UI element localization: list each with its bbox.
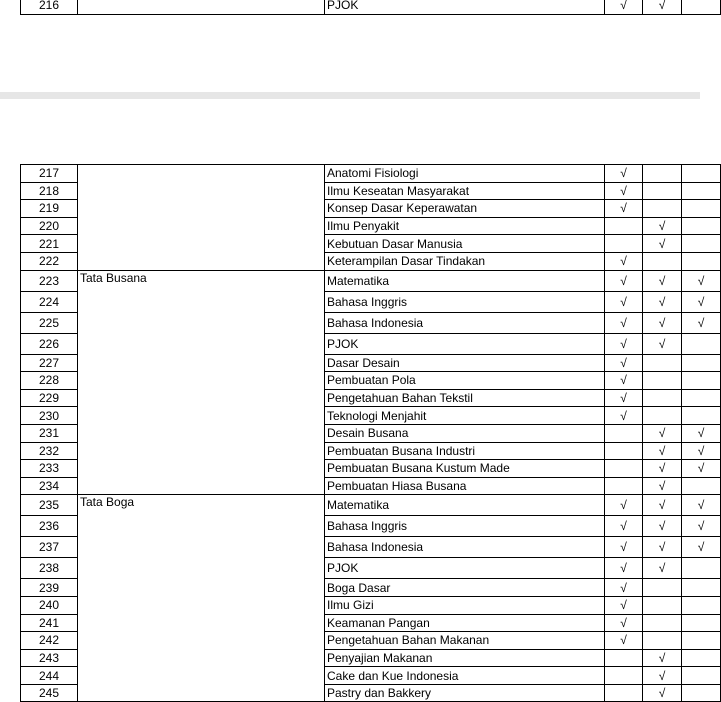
table-row bbox=[21, 495, 721, 516]
row-number: 244 bbox=[21, 667, 78, 685]
subject-name: Matematika bbox=[325, 270, 605, 291]
check-col-1 bbox=[605, 649, 643, 667]
check-col-1: √ bbox=[605, 333, 643, 354]
subject-name: Keterampilan Dasar Tindakan bbox=[325, 252, 605, 270]
subject-name: Ilmu Penyakit bbox=[325, 217, 605, 235]
subject-name: Bahasa Inggris bbox=[325, 516, 605, 537]
check-col-3 bbox=[682, 165, 721, 183]
check-col-3 bbox=[682, 252, 721, 270]
check-col-3 bbox=[682, 200, 721, 218]
check-col-3: √ bbox=[682, 537, 721, 558]
check-col-1: √ bbox=[605, 312, 643, 333]
row-number: 235 bbox=[21, 495, 78, 516]
check-col-1: √ bbox=[605, 354, 643, 372]
check-col-1: √ bbox=[605, 182, 643, 200]
row-number: 245 bbox=[21, 684, 78, 702]
row-number: 236 bbox=[21, 516, 78, 537]
subject-name: Pembuatan Hiasa Busana bbox=[325, 477, 605, 495]
check-col-2 bbox=[643, 200, 682, 218]
row-number: 222 bbox=[21, 252, 78, 270]
check-col-2: √ bbox=[643, 495, 682, 516]
check-col-2 bbox=[643, 165, 682, 183]
curriculum-table bbox=[20, 164, 721, 702]
check-col-1: √ bbox=[605, 200, 643, 218]
row-number: 240 bbox=[21, 596, 78, 614]
check-col-2: √ bbox=[643, 516, 682, 537]
subject-name: Pembuatan Busana Kustum Made bbox=[325, 460, 605, 478]
check-col-2 bbox=[643, 632, 682, 650]
check-col-3 bbox=[682, 182, 721, 200]
check-col-1: √ bbox=[605, 579, 643, 597]
subject-name: Teknologi Menjahit bbox=[325, 407, 605, 425]
row-number: 220 bbox=[21, 217, 78, 235]
row-number: 221 bbox=[21, 235, 78, 253]
check-col-2: √ bbox=[643, 270, 682, 291]
row-number: 238 bbox=[21, 558, 78, 579]
check-col-1: √ bbox=[605, 389, 643, 407]
row-number: 242 bbox=[21, 632, 78, 650]
row-number: 225 bbox=[21, 312, 78, 333]
check-col-1: √ bbox=[605, 516, 643, 537]
subject-name: Pembuatan Busana Industri bbox=[325, 442, 605, 460]
subject-name: Ilmu Keseatan Masyarakat bbox=[325, 182, 605, 200]
row-number: 229 bbox=[21, 389, 78, 407]
check-col-2 bbox=[643, 596, 682, 614]
check-col-1: √ bbox=[605, 558, 643, 579]
check-col-1: √ bbox=[605, 0, 643, 14]
check-col-3 bbox=[682, 649, 721, 667]
subject-name: Ilmu Gizi bbox=[325, 596, 605, 614]
row-number: 228 bbox=[21, 372, 78, 390]
program-name: Tata Busana bbox=[78, 270, 325, 495]
check-col-3 bbox=[682, 684, 721, 702]
check-col-3 bbox=[682, 235, 721, 253]
check-col-3 bbox=[682, 596, 721, 614]
row-number: 223 bbox=[21, 270, 78, 291]
check-col-3 bbox=[682, 632, 721, 650]
row-number: 227 bbox=[21, 354, 78, 372]
check-col-2: √ bbox=[643, 0, 682, 14]
check-col-1: √ bbox=[605, 291, 643, 312]
row-number: 234 bbox=[21, 477, 78, 495]
subject-name: Konsep Dasar Keperawatan bbox=[325, 200, 605, 218]
check-col-2: √ bbox=[643, 217, 682, 235]
subject-name: Pastry dan Bakkery bbox=[325, 684, 605, 702]
subject-name: Penyajian Makanan bbox=[325, 649, 605, 667]
subject-name: Matematika bbox=[325, 495, 605, 516]
check-col-3: √ bbox=[682, 270, 721, 291]
check-col-2 bbox=[643, 579, 682, 597]
check-col-3: √ bbox=[682, 495, 721, 516]
subject-name: Bahasa Inggris bbox=[325, 291, 605, 312]
check-col-3 bbox=[682, 667, 721, 685]
table-row bbox=[21, 165, 721, 183]
row-number: 224 bbox=[21, 291, 78, 312]
subject-name: PJOK bbox=[325, 0, 605, 14]
check-col-2 bbox=[643, 354, 682, 372]
check-col-2: √ bbox=[643, 442, 682, 460]
row-number: 241 bbox=[21, 614, 78, 632]
check-col-2: √ bbox=[643, 291, 682, 312]
check-col-1 bbox=[605, 667, 643, 685]
row-number: 216 bbox=[21, 0, 78, 14]
check-col-1: √ bbox=[605, 270, 643, 291]
row-number: 239 bbox=[21, 579, 78, 597]
table-row bbox=[21, 0, 721, 14]
check-col-1: √ bbox=[605, 632, 643, 650]
curriculum-table-top bbox=[20, 0, 721, 15]
check-col-2: √ bbox=[643, 312, 682, 333]
table-row bbox=[21, 270, 721, 291]
subject-name: Bahasa Indonesia bbox=[325, 312, 605, 333]
row-number: 226 bbox=[21, 333, 78, 354]
row-number: 230 bbox=[21, 407, 78, 425]
check-col-1: √ bbox=[605, 614, 643, 632]
program-name: Tata Boga bbox=[78, 495, 325, 702]
check-col-1: √ bbox=[605, 596, 643, 614]
check-col-2: √ bbox=[643, 667, 682, 685]
check-col-3: √ bbox=[682, 516, 721, 537]
check-col-1 bbox=[605, 442, 643, 460]
check-col-2: √ bbox=[643, 424, 682, 442]
check-col-3: √ bbox=[682, 460, 721, 478]
program-name bbox=[78, 0, 325, 14]
check-col-2 bbox=[643, 372, 682, 390]
check-col-2: √ bbox=[643, 235, 682, 253]
check-col-1 bbox=[605, 460, 643, 478]
subject-name: PJOK bbox=[325, 558, 605, 579]
check-col-1: √ bbox=[605, 407, 643, 425]
subject-name: Pengetahuan Bahan Tekstil bbox=[325, 389, 605, 407]
subject-name: Anatomi Fisiologi bbox=[325, 165, 605, 183]
check-col-3: √ bbox=[682, 291, 721, 312]
check-col-2 bbox=[643, 182, 682, 200]
check-col-2: √ bbox=[643, 537, 682, 558]
subject-name: Kebutuan Dasar Manusia bbox=[325, 235, 605, 253]
check-col-2: √ bbox=[643, 460, 682, 478]
check-col-1 bbox=[605, 477, 643, 495]
check-col-2: √ bbox=[643, 558, 682, 579]
check-col-2 bbox=[643, 389, 682, 407]
check-col-3: √ bbox=[682, 442, 721, 460]
check-col-3: √ bbox=[682, 312, 721, 333]
check-col-3 bbox=[682, 0, 721, 14]
check-col-1 bbox=[605, 217, 643, 235]
check-col-2: √ bbox=[643, 477, 682, 495]
subject-name: Keamanan Pangan bbox=[325, 614, 605, 632]
subject-name: Pembuatan Pola bbox=[325, 372, 605, 390]
row-number: 237 bbox=[21, 537, 78, 558]
check-col-1 bbox=[605, 684, 643, 702]
row-number: 243 bbox=[21, 649, 78, 667]
check-col-1: √ bbox=[605, 252, 643, 270]
check-col-2: √ bbox=[643, 649, 682, 667]
check-col-3 bbox=[682, 389, 721, 407]
check-col-3 bbox=[682, 614, 721, 632]
check-col-3 bbox=[682, 579, 721, 597]
row-number: 232 bbox=[21, 442, 78, 460]
check-col-1 bbox=[605, 424, 643, 442]
check-col-3 bbox=[682, 407, 721, 425]
check-col-2: √ bbox=[643, 333, 682, 354]
subject-name: Pengetahuan Bahan Makanan bbox=[325, 632, 605, 650]
subject-name: Bahasa Indonesia bbox=[325, 537, 605, 558]
subject-name: Desain Busana bbox=[325, 424, 605, 442]
row-number: 218 bbox=[21, 182, 78, 200]
row-number: 233 bbox=[21, 460, 78, 478]
row-number: 219 bbox=[21, 200, 78, 218]
check-col-1: √ bbox=[605, 165, 643, 183]
check-col-3: √ bbox=[682, 424, 721, 442]
check-col-2 bbox=[643, 614, 682, 632]
check-col-2: √ bbox=[643, 684, 682, 702]
check-col-1: √ bbox=[605, 372, 643, 390]
check-col-1: √ bbox=[605, 537, 643, 558]
check-col-3 bbox=[682, 217, 721, 235]
check-col-3 bbox=[682, 354, 721, 372]
check-col-3 bbox=[682, 477, 721, 495]
check-col-2 bbox=[643, 252, 682, 270]
row-number: 217 bbox=[21, 165, 78, 183]
check-col-3 bbox=[682, 558, 721, 579]
subject-name: Boga Dasar bbox=[325, 579, 605, 597]
subject-name: Cake dan Kue Indonesia bbox=[325, 667, 605, 685]
check-col-1 bbox=[605, 235, 643, 253]
check-col-1: √ bbox=[605, 495, 643, 516]
subject-name: Dasar Desain bbox=[325, 354, 605, 372]
program-name bbox=[78, 165, 325, 271]
check-col-3 bbox=[682, 372, 721, 390]
check-col-3 bbox=[682, 333, 721, 354]
page-break bbox=[0, 92, 700, 99]
check-col-2 bbox=[643, 407, 682, 425]
row-number: 231 bbox=[21, 424, 78, 442]
subject-name: PJOK bbox=[325, 333, 605, 354]
